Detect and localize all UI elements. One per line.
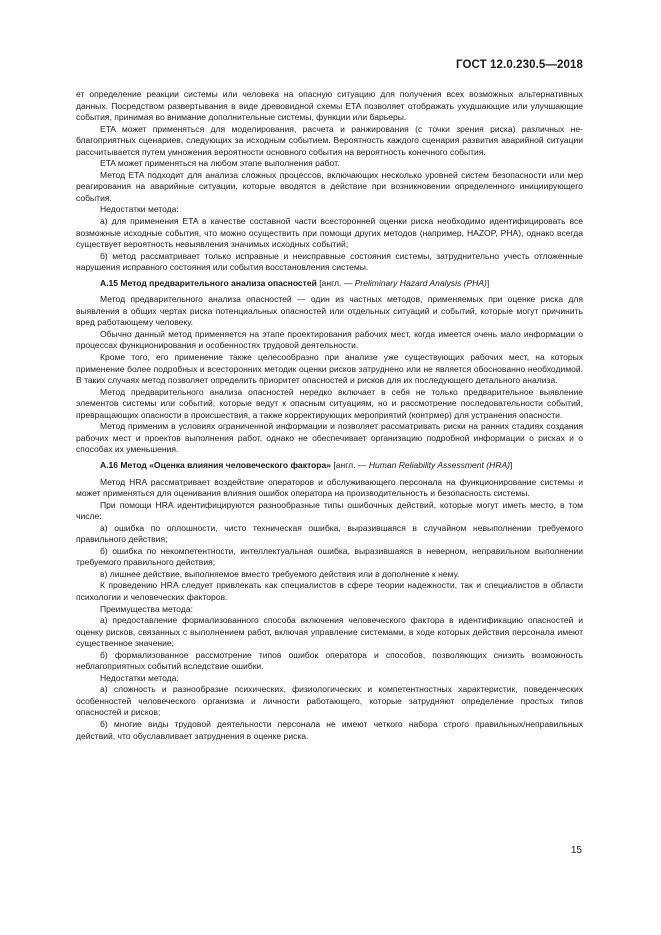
list-item: а) сложность и разнообразие психических, физиологических и компетентностных характеристик, поведенческих особенностей человеческого организма и личности работающего, которые затрудняют определение простых типов опасностей и рисков; [76, 684, 583, 718]
paragraph: ETA может применяться на любом этапе выполнения работ. [100, 158, 340, 169]
paragraph: Метод ETA подходит для анализа сложных процессов, включающих несколько уровней систем безопасности или мер реагирования на аварийные ситуации, которые вводятся в действие при возникновении определенного инициирующего события. [76, 169, 583, 203]
paragraph: Метод HRA рассматривает воздействие операторов и обслуживающего персонала на функционирование системы и может применяться для оценивания влияния ошибок оператора на производительность и безопасность системы. [76, 476, 583, 499]
paragraph: Кроме того, его применение также целесообразно при анализе уже существующих рабочих мест, на которых применение более подробных и всесторонних методик оценки рисков затруднено или не является обоснованно необходимой. В таких случаях метод позволяет определить приоритет опасностей и рисков для их последующего детального анализа. [76, 352, 583, 386]
section-title-english: Human Reliability Assessment (HRA) [368, 459, 511, 470]
section-heading-a16 [76, 460, 583, 472]
paragraph: Метод применим в условиях ограниченной информации и позволяет рассматривать риски на ранних стадиях создания рабочих мест и проектов выполнения работ, однако не обеспечивает организацию подробной информации о рисках и о способах их уменьшения. [76, 421, 583, 455]
section-title: А.16 Метод «Оценка влияния человеческого фактора» [100, 459, 331, 470]
list-item: б) формализованное рассмотрение типов ошибок оператора и способов, позволяющих снизить возможность неблагоприятных событий вследствие ошибки. [76, 649, 583, 672]
paragraph: ет определение реакции системы или человека на опасную ситуацию для получения всех возможных альтернативных данных. Посредством развертывания в виде древовидной схемы ETA позволяет отображать ухудшающие или улучшающие события, принимая во внимание дополнительные системы, функции или барьеры. [76, 89, 583, 123]
paragraph: При помощи HRA идентифицируются разнообразные типы ошибочных действий, которые могут иметь место, в том числе: [76, 499, 583, 522]
section-title-suffix: ] [510, 459, 513, 470]
paragraph: К проведению HRA следует привлекать как специалистов в сфере теории надежности, так и специалистов в области психологии и человеческих факторов. [76, 580, 583, 602]
page-number: 15 [570, 845, 582, 856]
list-item: б) ошибка по некомпетентности, интеллектуальная ошибка, выразившаяся в неверном, неправильном выполнении требуемого правильного действия; [76, 545, 583, 568]
paragraph: Недостатки метода: [100, 672, 179, 683]
paragraph: Недостатки метода: [100, 204, 179, 215]
paragraph: Преимущества метода: [100, 603, 193, 614]
list-item: а) для применения ETA в качестве составной части всесторонней оценки риска необходимо идентифицировать все возможные исходные события, что можно осуществить при помощи других методов (например, HAZOP, PHA), однако всегда существует вероятность невыявления значимых исходных событий; [76, 216, 583, 250]
paragraph: Метод предварительного анализа опасностей нередко включает в себя не только предварительное выявление элементов системы или событий, которые ведут к опасным ситуациям, но и рассмотрение последовательности событий, превращающих опасности в происшествия, а также корректирующих мероприятий (контрмер) для устранения опасности. [76, 386, 583, 420]
list-item: а) ошибка по оплошности, чисто техническая ошибка, выразившаяся в случайном невыполнении требуемого правильного действия; [76, 522, 583, 545]
list-item: в) лишнее действие, выполняемое вместо требуемого действия или в дополнение к нему. [100, 568, 460, 579]
paragraph: Обычно данный метод применяется на этапе проектирования рабочих мест, когда имеется очень мало информации о процессах функционирования и особенностях трудовой деятельности. [76, 328, 583, 351]
list-item: б) метод рассматривает только исправные и неисправные состояния системы, затруднительно учесть отложенные нарушения исправного состояния или события восстановления системы. [76, 250, 583, 273]
standard-code: ГОСТ 12.0.230.5—2018 [456, 59, 583, 71]
paragraph: ETA может применяться для моделирования, расчета и ранжирования (с точки зрения риска) различных неблагоприятных сценариев, следующих за исходным событием. Вероятность каждого сценария развития аварийной ситуации рассчитывается путем умножения вероятности основного события на вероятность конечного события. [76, 123, 583, 157]
section-title: А.15 Метод предварительного анализа опасностей [100, 277, 317, 288]
section-title-prefix: [англ. — [331, 459, 369, 470]
section-heading-a15 [76, 278, 583, 290]
list-item: б) многие виды трудовой деятельности персонала не имеют четкого набора строго правильных/неправильных действий, что обуславливает затруднения в оценке риска. [76, 718, 583, 741]
paragraph: Метод предварительного анализа опасностей — один из частных методов, применяемых при оценке риска для выявления в общих чертах риска потенциальных опасностей или отдельных ситуаций и событий, которые могут причинить вред работающему человеку. [76, 294, 583, 328]
document-body [76, 89, 583, 742]
section-title-english: Preliminary Hazard Analysis (PHA) [354, 277, 487, 288]
list-item: а) предоставление формализованного способа включения человеческого фактора в идентификацию опасностей и оценку рисков, связанных с выполнением работ, включая управление системами, в ходе которых действия персонала имеют существенное значение; [76, 615, 583, 649]
section-title-suffix: ] [486, 277, 490, 288]
section-title-prefix: [англ. — [316, 277, 355, 288]
